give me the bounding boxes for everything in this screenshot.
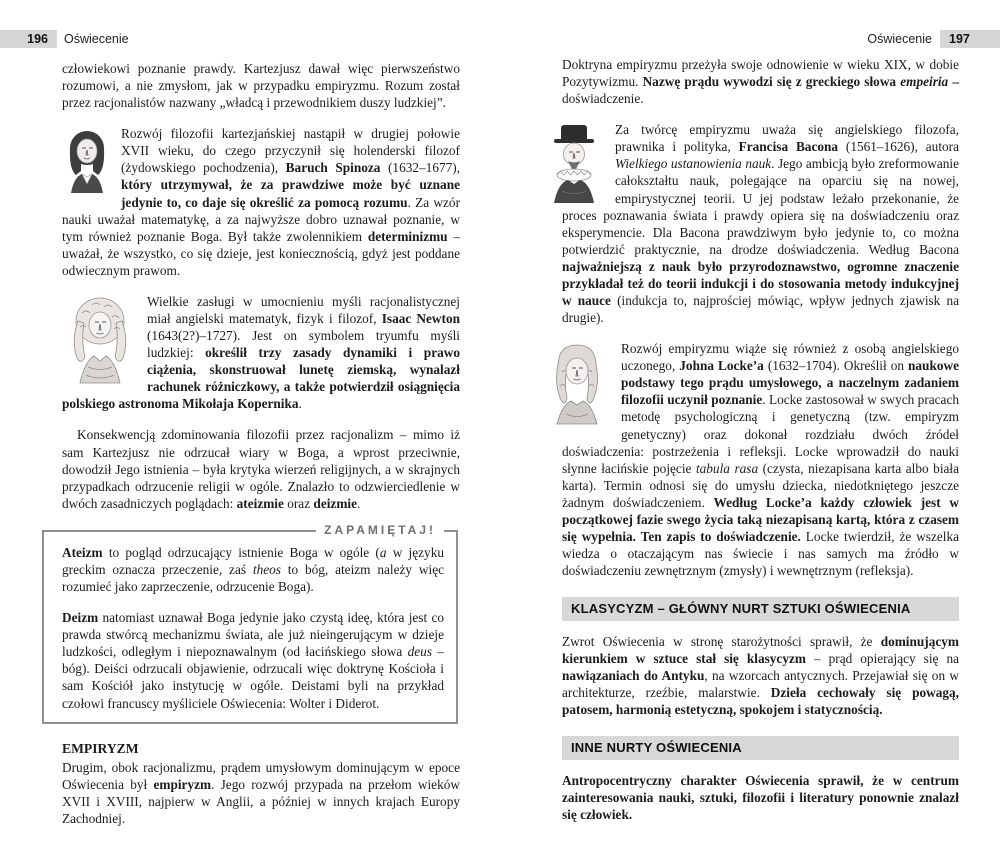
memo-box [42,522,458,724]
locke-portrait-image [542,342,612,424]
paragraph-newton: Wielkie zasługi w umocnieniu myśli racjonalistycznej miał angielski matematyk, fizyk i filozof, Isaac Newton (1643(2?)–1727). Jest on symbolem tryumfu myśli ludzkiej: określił trzy zasady dynamiki i prawo ciążenia, skonstruował lunetę ziemską, wynalazł rachunek różniczkowy, a także potwierdził osiągnięcia polskiego astronoma Mikołaja Kopernika. [62,293,460,412]
right-page-column [562,56,959,837]
paragraph-consequence: Konsekwencją zdominowania filozofii przez racjonalizm – mimo iż sam Kartezjusz nie odrzucał wiary w Boga, a wprost przeciwnie, dowodził Jego istnienia – była krytyka wierzeń religijnych, a w skrajnych przypadkach odrzucenie religii w ogóle. Znalazło to odzwierciedlenie w dwóch zasadniczych poglądach: ateizmie oraz deizmie. [62,427,460,511]
paragraph-intro: człowiekowi poznanie prawdy. Kartezjusz dawał więc pierwszeństwo rozumowi, a nie zmysłom, jak w przypadku empiryzmu. Rozum został przez racjonalistów nazwany „władcą i przewodnikiem duszy ludzkiej”. [62,61,460,111]
bacon-portrait-icon [542,123,606,203]
paragraph-doktryna: Doktryna empiryzmu przeżyła swoje odnowienie w wieku XIX, w dobie Pozytywizmu. Nazwę prądu wywodzi się z greckiego słowa empeiria – doświadczenie. [562,57,959,107]
locke-portrait-icon [542,342,612,424]
left-page-column [62,60,460,841]
paragraph-klasycyzm: Zwrot Oświecenia w stronę starożytności sprawił, że dominującym kierunkiem w sztuce stał się klasycyzm – prąd opierający się na nawiązaniach do Antyku, na wzorcach antycznych. Przejawiał się on w architekturze, rzeźbie, malarstwie. Dzieła cechowały się powagą, patosem, harmonią estetyczną, spokojem i statycznością. [562,633,960,718]
newton-portrait-icon [62,295,138,383]
right-page-number: 197 [940,30,1000,48]
bacon-portrait-image [542,123,606,203]
newton-portrait-image [62,295,138,383]
memo-paragraph-ateizm: Ateizm to pogląd odrzucający istnienie Boga w ogóle (a w języku greckim oznacza przeczenie, zaś theos to bóg, ateizm należy więc rozumieć jako zaprzeczenie, odrzucenie Boga). [62,544,444,595]
paragraph-empiryzm: Drugim, obok racjonalizmu, prądem umysłowym dominującym w epoce Oświecenia był empiryzm. Jego rozwój przypada na przełom wieków XVII i XVIII, najpierw w Anglii, a później w innych krajach Europy Zachodniej. [62,760,460,827]
paragraph-spinoza: Rozwój filozofii kartezjańskiej nastąpił w drugiej połowie XVII wieku, do czego przyczynił się holenderski filozof (żydowskiego pochodzenia), Baruch Spinoza (1632–1677), który utrzymywał, że za prawdziwe może być uznane jedynie to, co daje się określić za pomocą rozumu. Za wzór nauki uważał matematykę, a za najwyższe dobro uznawał poznanie, w tym również poznanie Boga. Był także zwolennikiem determinizmu – uważał, że wszystko, co się dzieje, jest koniecznością, gdyż jest poddane odwiecznym prawom. [62,126,461,278]
left-page-number: 196 [0,30,57,48]
paragraph-locke: Rozwój empiryzmu wiąże się również z osobą angielskiego uczonego, Johna Locke’a (1632–1704). Określił on naukowe podstawy tego prądu umysłowego, a naczelnym zadaniem filozofii uczynił poznanie. Locke zastosował w swych pracach metodę psychologiczną i genetyczną (tzw. empiryzm genetyczny) oraz dokonał rozdziału dwóch źródeł doświadczenia: postrzeżenia i refleksji. Locke wprowadził do nauki słynne łacińskie pojęcie tabula rasa (czysta, niezapisana karta albo biała karta). Termin odnosi się do umysłu dziecka, niedotkniętego jeszcze żadnym doświadczeniem. Według Locke’a każdy człowiek jest w początkowej fazie swego życia taką niezapisaną kartą, która z czasem się wypełnia. Ten zapis to doświadczenie. Locke twierdził, że wszelka wiedza o otaczającym nas świecie i nas samych ma źródło w doświadczeniu zewnętrznym (zmysły) i wewnętrznym (refleksja). [562,340,959,579]
heading-klasycyzm: KLASYCYZM – GŁÓWNY NURT SZTUKI OŚWIECENIA [562,597,959,621]
memo-box-label: ZAPAMIĘTAJ! [316,523,444,538]
left-running-title: Oświecenie [64,32,129,46]
paragraph-inne-nurty: Antropocentryczny charakter Oświecenia sprawił, że w centrum zainteresowania nauki, sztuki, filozofii i literatury ponownie znalazł się człowiek. [562,773,959,823]
memo-paragraph-deizm: Deizm natomiast uznawał Boga jedynie jako czystą ideę, która jest co prawda stwórcą mechanizmu świata, ale już nieingerującym w dzieje ludzkości, odległym i niepoznawalnym (od łacińskiego słowa deus – bóg). Deiści odrzucali objawienie, odrzucali więc doktrynę Kościoła i sam Kościół jako instytucję w ogóle. Deistami byli na przykład czołowi francuscy myśliciele Oświecenia: Wolter i Diderot. [62,610,444,711]
spinoza-portrait-icon [62,127,112,193]
paragraph-bacon: Za twórcę empiryzmu uważa się angielskiego filozofa, prawnika i polityka, Francisa Bacona (1561–1626), autora Wielkiego ustanowienia nauk. Jego ambicją było zreformowanie całokształtu nauk, polegające na oparciu się na nowej, empirystycznej teorii. U jej podstaw leżało przekonanie, że proces poznawania świata i prawdy opiera się na doświadczeniu oraz eksperymencie. Dla Bacona prawdziwym było jedynie to, co można potwierdzić praktycznie, na drodze doświadczenia. Według Bacona najważniejszą z nauk było przyrodoznawstwo, ogromne znaczenie przykładał też do teorii indukcji i do stosowania metody indukcyjnej w nauce (indukcja to, najprościej mówiąc, wpływ jednych zjawisk na drugie). [562,121,959,326]
right-running-title: Oświecenie [867,32,932,46]
spinoza-portrait-image [62,127,112,193]
heading-empiryzm: EMPIRYZM [62,740,139,756]
heading-inne-nurty: INNE NURTY OŚWIECENIA [562,736,959,760]
